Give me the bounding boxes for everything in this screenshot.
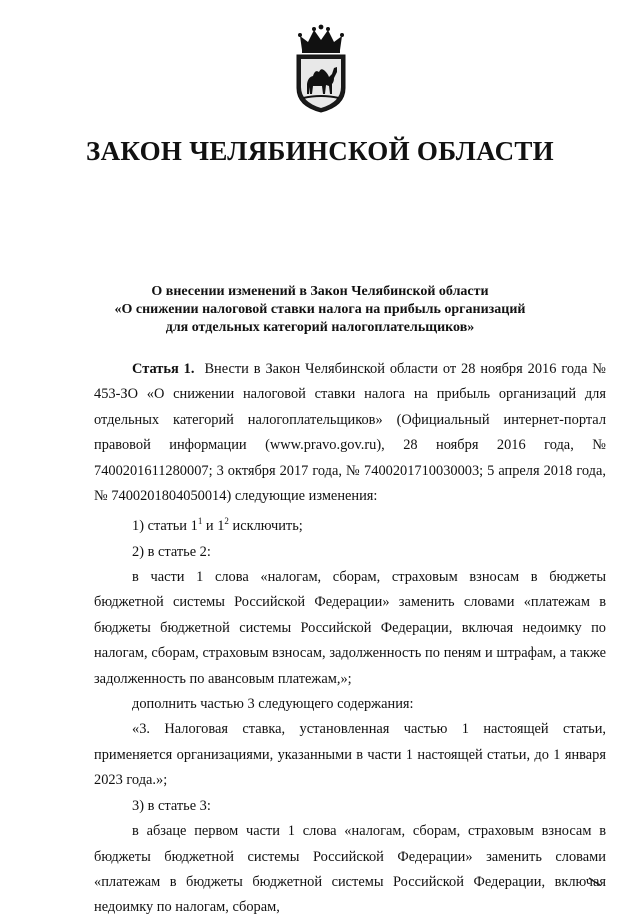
- list-item-2: 2) в статье 2:: [132, 543, 211, 560]
- subject-line: «О снижении налоговой ставки налога на прибыль организаций: [114, 302, 526, 317]
- article-intro-paragraph: [94, 357, 606, 509]
- document-body: [94, 357, 606, 921]
- paragraph-abzac: в абзаце первом части 1 слова «налогам, сборам, страховым взносам в бюджеты бюджетной системы Российской Федерации» заменить словами «платежам в бюджеты бюджетной системы Российской Федерации, включая недоимку по налогам, сборам,: [94, 823, 606, 916]
- scan-mark-icon: [588, 876, 602, 886]
- coat-of-arms-icon: [292, 22, 350, 114]
- subject-line: для отдельных категорий налогоплательщиков»: [165, 320, 475, 335]
- list-item-1: 1) статьи $1^1$ и $1^2$ исключить;: [132, 516, 303, 535]
- paragraph-add: дополнить частью 3 следующего содержания:: [132, 696, 414, 713]
- paragraph-part1: в части 1 слова «налогам, сборам, страховым взносам в бюджеты бюджетной системы Российской Федерации» заменить словами «платежам в бюджеты бюджетной системы Российской Федерации, включая недоимку по налогам, сборам, страховым взносам, задолженность по пеням и штрафам, а также задолженность по авансовым платежам,»;: [94, 569, 606, 687]
- paragraph-quote: «3. Налоговая ставка, установленная частью 1 настоящей статьи, применяется организациями, указанными в части 1 настоящей статьи, до 1 января 2023 года.»;: [94, 721, 606, 789]
- law-subject: [0, 283, 640, 337]
- law-title: ЗАКОН ЧЕЛЯБИНСКОЙ ОБЛАСТИ: [86, 136, 554, 166]
- subject-line: О внесении изменений в Закон Челябинской области: [151, 284, 489, 299]
- article-label: Статья 1.: [132, 361, 195, 377]
- article-intro-text: Внести в Закон Челябинской области от 28 ноября 2016 года № 453-ЗО «О снижении налоговой ставки налога на прибыль организаций для отдельных категорий налогоплательщиков» (Официальный интернет-портал правовой информации (www.pravo.gov.ru), 28 ноября 2016 года, № 7400201611280007; 3 октября 2017 года, № 7400201710030003; 5 апреля 2018 года, № 7400201804050014) следующие изменения:: [94, 361, 607, 505]
- list-item-3: 3) в статье 3:: [132, 797, 211, 814]
